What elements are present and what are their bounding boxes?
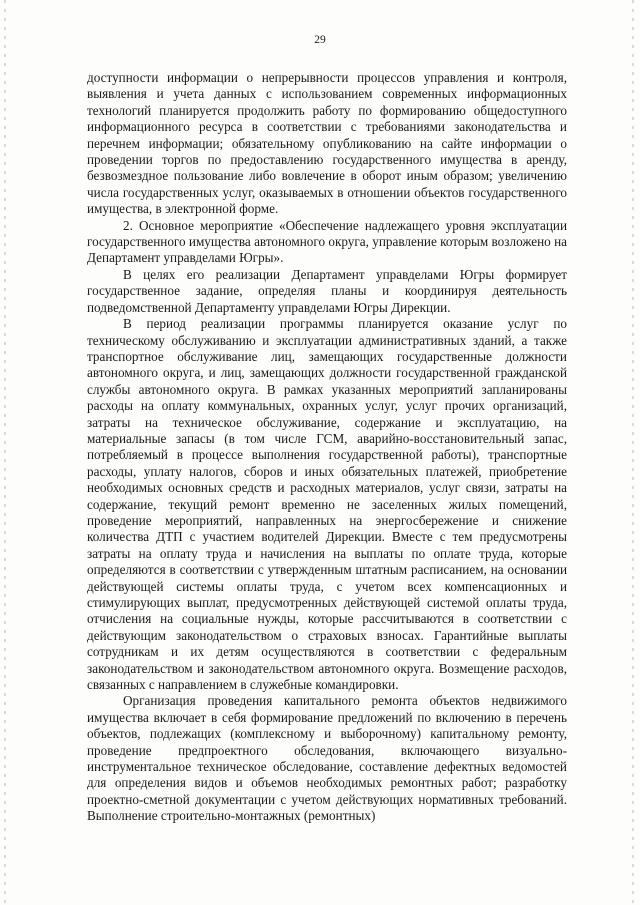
page-number: 29 [314, 34, 326, 46]
scan-edge-right [632, 0, 634, 905]
document-body [87, 70, 567, 825]
paragraph: В период реализации программы планируется оказание услуг по техническому обслуживанию и эксплуатации административных зданий, а также транспортное обслуживание лиц, замещающих государственные должности автономного округа, и лиц, замещающих должности государственной гражданской службы автономного округа. В рамках указанных мероприятий запланированы расходы на оплату коммунальных, охранных услуг, услуг прочих организаций, затраты на техническое обслуживание, содержание и эксплуатацию, на материальные запасы (в том числе ГСМ, аварийно-восстановительный запас, потребляемый в процессе выполнения государственной работы), транспортные расходы, уплату налогов, сборов и иных обязательных платежей, приобретение необходимых основных средств и расходных материалов, услуг связи, затраты на содержание, текущий ремонт временно не заселенных жилых помещений, проведение мероприятий, направленных на энергосбережение и снижение количества ДТП с участием водителей Дирекции. Вместе с тем предусмотрены затраты на оплату труда и начисления на выплаты по оплате труда, которые определяются в соответствии с утвержденным штатным расписанием, на основании действующей системы оплаты труда, с учетом всех компенсационных и стимулирующих выплат, предусмотренных действующей системой оплаты труда, отчисления на социальные нужды, которые рассчитываются в соответствии с действующим законодательством о страховых взносах. Гарантийные выплаты сотрудникам и их детям осуществляются в соответствии с федеральным законодательством и законодательством автономного округа. Возмещение расходов, связанных с направлением в служебные командировки. [87, 316, 567, 693]
paragraph: 2. Основное мероприятие «Обеспечение надлежащего уровня эксплуатации государственного имущества автономного округа, управление которым возложено на Департамент управделами Югры». [87, 217, 567, 266]
scan-edge-left [4, 0, 6, 905]
paragraph: Организация проведения капитального ремонта объектов недвижимого имущества включает в себя формирование предложений по включению в перечень объектов, подлежащих (комплексному и выборочному) капитальному ремонту, проведение предпроектного обследования, включающего визуально-инструментальное техническое обследование, составление дефектных ведомостей для определения видов и объемов необходимых ремонтных работ; разработку проектно-сметной документации с учетом действующих нормативных требований. Выполнение строительно-монтажных (ремонтных) [87, 693, 567, 824]
paragraph: доступности информации о непрерывности процессов управления и контроля, выявления и учета данных с использованием современных информационных технологий планируется продолжить работу по формированию общедоступного информационного ресурса в соответствии с требованиями законодательства и перечнем информации; обязательному опубликованию на сайте информации о проведении торгов по предоставлению государственного имущества в аренду, безвозмездное пользование либо вовлечение в оборот иным образом; увеличению числа государственных услуг, оказываемых в отношении объектов государственного имущества, в электронной форме. [87, 70, 567, 217]
paragraph: В целях его реализации Департамент управделами Югры формирует государственное задание, определяя планы и координируя деятельность подведомственной Департаменту управделами Югры Дирекции. [87, 266, 567, 315]
